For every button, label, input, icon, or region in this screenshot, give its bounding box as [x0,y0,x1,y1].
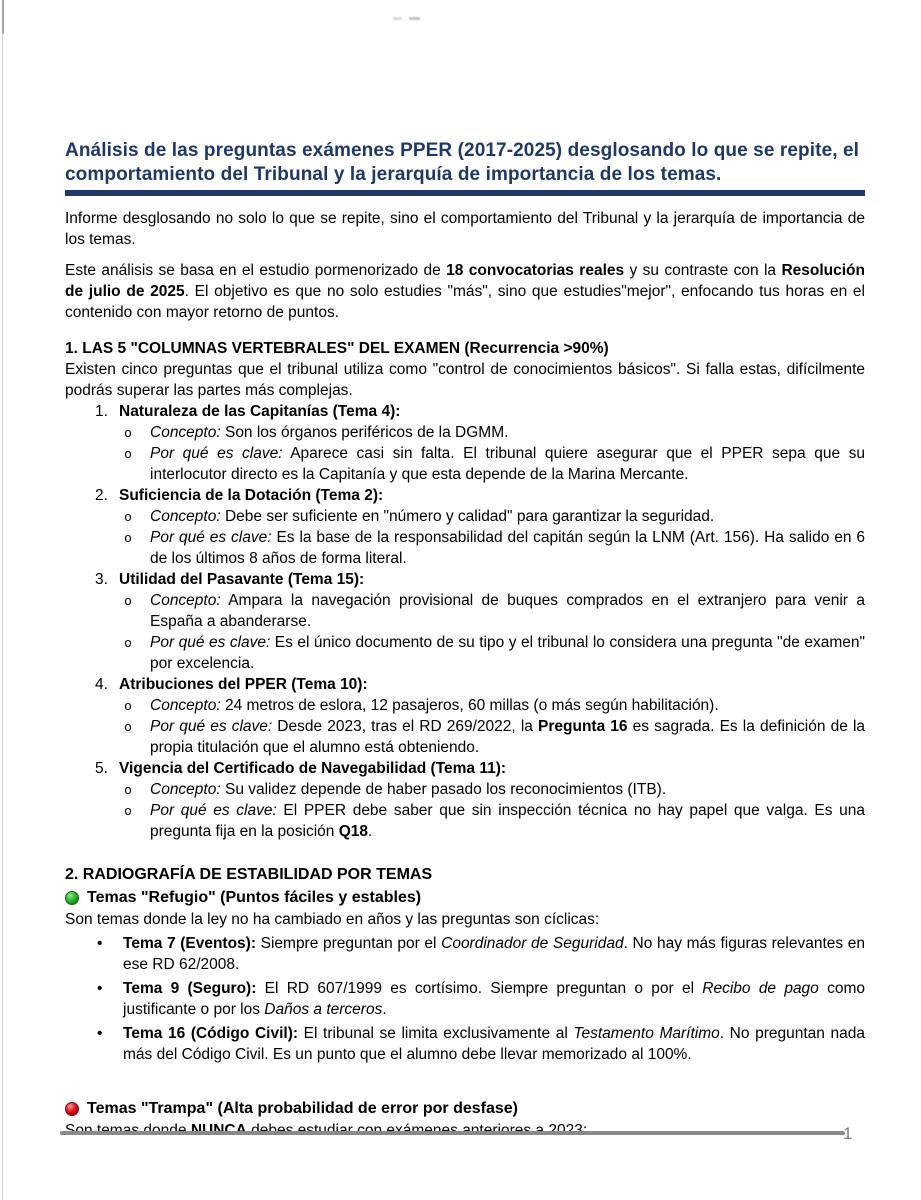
list-item [97,933,865,975]
document-content [65,0,865,1141]
sub-list-item [122,443,865,485]
sub-list-item-text: Concepto: Su validez depende de haber pasado los reconocimientos (ITB). [150,781,667,798]
list-item-number: 4. [95,676,108,693]
circle-bullet-marker: o [124,509,132,524]
list-item-title: Vigencia del Certificado de Navegabilidad (Tema 11): [119,760,507,777]
title-rule [65,190,865,196]
analysis-paragraph: Este análisis se basa en el estudio pormenorizado de 18 convocatorias reales y su contraste con la Resolución de julio de 2025. El objetivo es que no solo estudies "más", sino que estudies"mejor", enfocando tus horas en el contenido con mayor retorno de puntos. [65,262,865,321]
sub-list-item [122,800,865,842]
list-item-number: 2. [95,487,108,504]
section-1-heading: 1. LAS 5 "COLUMNAS VERTEBRALES" DEL EXAMEN (Recurrencia >90%) [65,340,609,357]
list-item-text: Tema 9 (Seguro): El RD 607/1999 es cortísimo. Siempre preguntan o por el Recibo de pago como justificante o por los Daños a terceros. [123,980,865,1018]
sub-list-item-text: Concepto: Son los órganos periféricos de la DGMM. [150,424,509,441]
list-item-text: Tema 16 (Código Civil): El tribunal se limita exclusivamente al Testamento Marítimo. No preguntan nada más del Código Civil. Es un punto que el alumno debe llevar memorizado al 100%. [123,1025,865,1063]
list-item [97,1023,865,1065]
circle-bullet-marker: o [124,593,132,608]
sub-list-item [122,779,865,800]
bullet-icon: • [97,1025,103,1042]
green-circle-icon [65,891,79,905]
sub-list-item-text: Por qué es clave: Aparece casi sin falta. El tribunal quiere asegurar que el PPER sepa que su interlocutor directo es la Capitanía y que esta depende de la Marina Mercante. [150,445,865,483]
bullet-icon: • [97,980,103,997]
list-item-text: Tema 7 (Eventos): Siempre preguntan por el Coordinador de Seguridad. No hay más figuras relevantes en ese RD 62/2008. [123,935,866,973]
page-edge-line [2,0,3,1200]
intro-paragraph: Informe desglosando no solo lo que se repite, sino el comportamiento del Tribunal y la jerarquía de importancia de los temas. [65,210,865,248]
list-item [95,569,865,590]
sub-list-item [122,695,865,716]
circle-bullet-marker: o [124,446,132,461]
footer-rule [60,1131,845,1135]
refugio-heading-text: Temas "Refugio" (Puntos fáciles y estables) [87,889,422,906]
circle-bullet-marker: o [124,782,132,797]
list-item-title: Naturaleza de las Capitanías (Tema 4): [119,403,401,420]
section-2-heading: 2. RADIOGRAFÍA DE ESTABILIDAD POR TEMAS [65,866,433,883]
list-item-number: 3. [95,571,108,588]
circle-bullet-marker: o [124,698,132,713]
list-item [95,674,865,695]
page-edge-line-top [2,0,4,34]
list-item-title: Atribuciones del PPER (Tema 10): [119,676,368,693]
sub-list-item-text: Concepto: 24 metros de eslora, 12 pasajeros, 60 millas (o más según habilitación). [150,697,719,714]
refugio-lead: Son temas donde la ley no ha cambiado en años y las preguntas son cíclicas: [65,911,600,928]
sub-list-item-text: Por qué es clave: El PPER debe saber que sin inspección técnica no hay papel que valga. Es una pregunta fija en la posición Q18. [150,802,866,840]
sub-list-item-text: Por qué es clave: Desde 2023, tras el RD 269/2022, la Pregunta 16 es sagrada. Es la definición de la propia titulación que el alumno está obteniendo. [150,718,866,756]
page-number: 1 [843,1124,853,1143]
sub-list-item [122,527,865,569]
sub-list-item-text: Por qué es clave: Es la base de la responsabilidad del capitán según la LNM (Art. 156). Ha salido en 6 de los últimos 8 años de forma literal. [150,529,865,567]
list-item [95,401,865,422]
trampa-heading [65,1098,865,1120]
circle-bullet-marker: o [124,530,132,545]
list-item-title: Suficiencia de la Dotación (Tema 2): [119,487,384,504]
list-item [95,485,865,506]
sub-list-item [122,590,865,632]
sub-list-item [122,506,865,527]
circle-bullet-marker: o [124,635,132,650]
sub-list-item [122,422,865,443]
circle-bullet-marker: o [124,803,132,818]
sub-list-item-text: Concepto: Ampara la navegación provisional de buques comprados en el extranjero para venir a España a abanderarse. [150,592,865,630]
circle-bullet-marker: o [124,719,132,734]
list-item [95,758,865,779]
sub-list-item [122,632,865,674]
list-item-number: 1. [95,403,108,420]
red-circle-icon [65,1102,79,1116]
list-item-title: Utilidad del Pasavante (Tema 15): [119,571,365,588]
sub-list-item [122,716,865,758]
document-title: Análisis de las preguntas exámenes PPER (2017-2025) desglosando lo que se repite, el comportamiento del Tribunal y la jerarquía de importancia de los temas. [65,140,860,185]
refugio-heading [65,887,865,909]
sub-list-item-text: Concepto: Debe ser suficiente en "número y calidad" para garantizar la seguridad. [150,508,715,525]
sub-list-item-text: Por qué es clave: Es el único documento de su tipo y el tribunal lo considera una pregunta "de examen" por excelencia. [150,634,865,672]
columns-vertebrales-list [65,401,865,842]
bullet-icon: • [97,935,103,952]
refugio-list [65,933,865,1065]
list-item-number: 5. [95,760,108,777]
circle-bullet-marker: o [124,425,132,440]
list-item [97,978,865,1020]
trampa-heading-text: Temas "Trampa" (Alta probabilidad de error por desfase) [87,1100,518,1117]
section-1-lead: Existen cinco preguntas que el tribunal utiliza como "control de conocimientos básicos". Si falla estas, difícilmente podrás superar las partes más complejas. [65,361,865,399]
